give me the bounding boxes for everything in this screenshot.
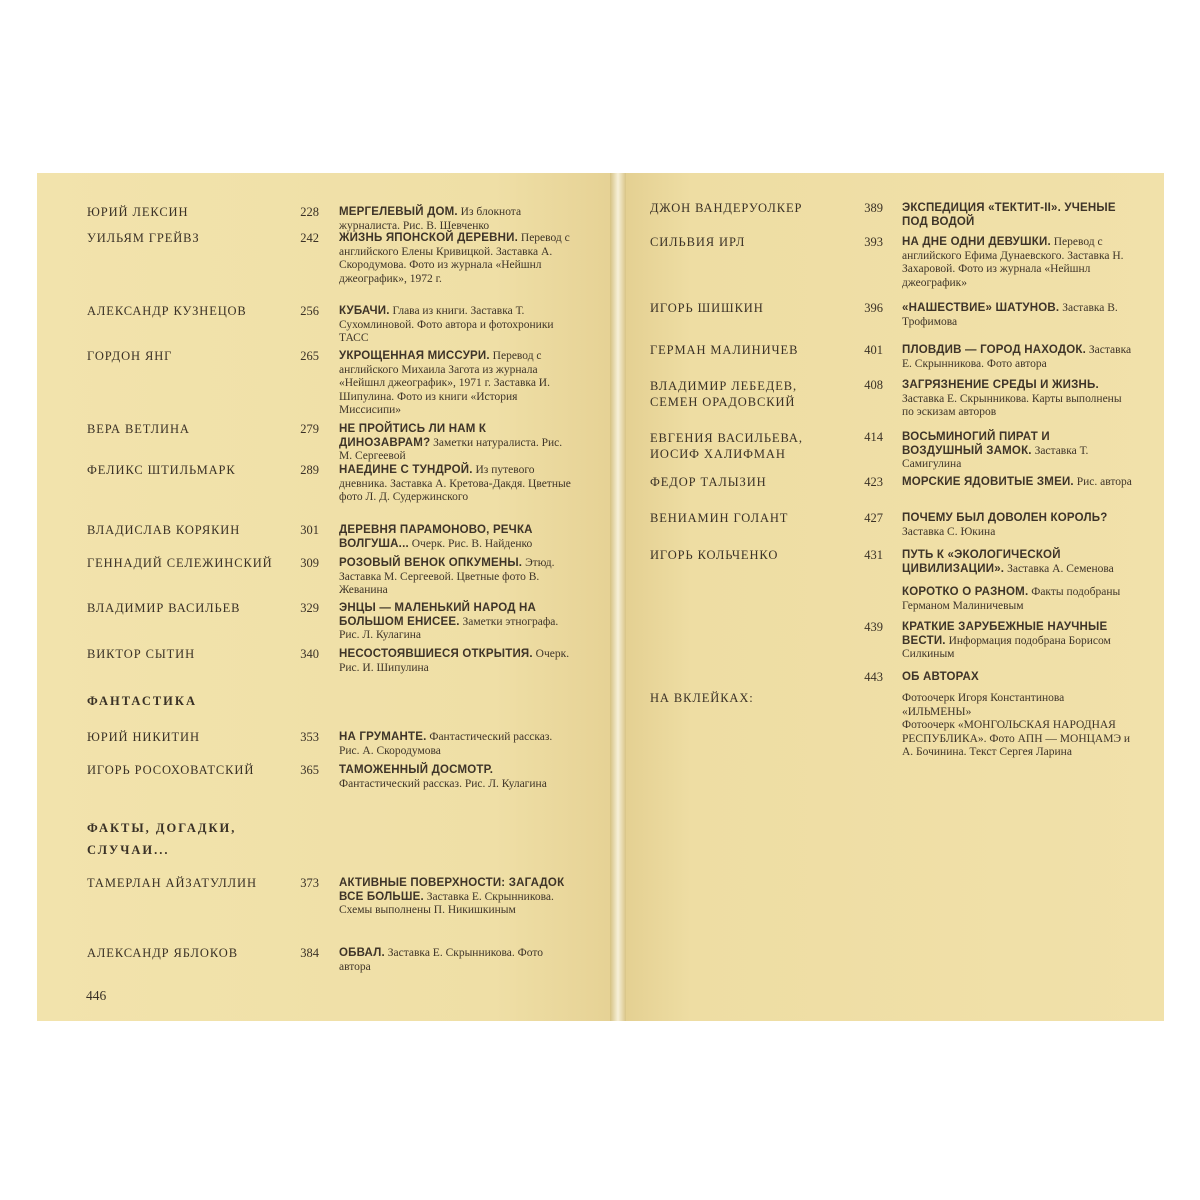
toc-note: Из блокнота журналиста. Рис. В. Шевченко [339,206,522,232]
toc-author: ВИКТОР СЫТИН [87,647,196,661]
toc-description [339,464,575,505]
toc-note: Заставка В. Трофимова [902,302,1118,328]
toc-description [902,719,1132,760]
section-heading: ФАНТАСТИКА [87,694,197,708]
toc-note: Рис. автора [1076,476,1132,488]
toc-description [339,305,575,346]
toc-title: НЕ ПРОЙТИСЬ ЛИ НАМ К ДИНОЗАВРАМ? [339,423,487,449]
toc-note: Заметки этнографа. Рис. Л. Кулагина [339,615,559,642]
toc-description [339,524,575,551]
toc-author: ГЕННАДИЙ СЕЛЕЖИНСКИЙ [87,556,273,570]
toc-note: Фантастический рассказ. Рис. А. Скородумова [339,731,553,757]
toc-note: Фантастический рассказ. Рис. Л. Кулагина [339,777,547,790]
toc-description [902,302,1132,329]
toc-note: Этюд. Заставка М. Сергеевой. Цветные фото В. Жеванина [339,557,555,597]
toc-author: ВЛАДИМИР ВАСИЛЬЕВ [87,601,241,615]
toc-description [902,671,1132,685]
left-page [37,173,610,1021]
toc-author: ВЛАДИМИР ЛЕБЕДЕВ, СЕМЕН ОРАДОВСКИЙ [650,379,797,409]
toc-title: НА ДНЕ ОДНИ ДЕВУШКИ. [902,236,1051,248]
toc-description [902,344,1132,371]
toc-page-number: 353 [300,730,319,744]
toc-note: Перевод с английского Михаила Загота из журнала «Нейшнл джеографик», 1971 г. Заставка И. Шипулина. Фото из книги «История Миссисипи» [339,350,550,417]
toc-note: Фотоочерк «МОНГОЛЬСКАЯ НАРОДНАЯ РЕСПУБЛИКА». Фото АПН — МОНЦАМЭ и А. Бочинина. Текст Сергея Ларина [902,719,1131,759]
right-page [626,173,1164,1021]
toc-title: КОРОТКО О РАЗНОМ. [902,586,1029,598]
toc-title: МОРСКИЕ ЯДОВИТЫЕ ЗМЕИ. [902,476,1074,488]
toc-page-number: 414 [864,430,883,444]
toc-title: ЭКСПЕДИЦИЯ «ТЕКТИТ-II». УЧЕНЫЕ ПОД ВОДОЙ [902,202,1116,228]
toc-description [339,232,575,286]
toc-author: ЮРИЙ ЛЕКСИН [87,205,189,219]
toc-description [339,602,575,643]
toc-note: Заметки натуралиста. Рис. М. Сергеевой [339,436,563,463]
toc-note: Заставка С. Юкина [902,525,996,538]
toc-note: Информация подобрана Борисом Силкиным [902,634,1111,661]
toc-author: ГОРДОН ЯНГ [87,349,173,363]
toc-title: НЕСОСТОЯВШИЕСЯ ОТКРЫТИЯ. [339,648,533,660]
toc-description [902,621,1132,662]
toc-description [339,731,575,758]
toc-author: ВЛАДИСЛАВ КОРЯКИН [87,523,241,537]
toc-description [902,549,1132,576]
toc-page-number: 365 [300,763,319,777]
toc-note: Перевод с английского Елены Кривицкой. Заставка А. Скородумова. Фото из журнала «Нейшнл джеографик», 1972 г. [339,232,570,285]
toc-description [902,379,1132,420]
toc-note: Очерк. Рис. В. Найденко [411,537,533,550]
toc-author: ТАМЕРЛАН АЙЗАТУЛЛИН [87,876,257,890]
toc-note: Из путевого дневника. Заставка А. Кретова-Дакдя. Цветные фото Л. Д. Судержинского [339,464,571,504]
toc-author: ИГОРЬ ШИШКИН [650,301,764,315]
toc-note: Фотоочерк Игоря Константинова «ИЛЬМЕНЫ» [902,692,1065,718]
toc-page-number: 443 [864,670,883,684]
toc-title: ОБ АВТОРАХ [902,671,979,683]
toc-author: АЛЕКСАНДР КУЗНЕЦОВ [87,304,247,318]
toc-author: ИГОРЬ РОСОХОВАТСКИЙ [87,763,255,777]
toc-note: Заставка Е. Скрынникова. Карты выполнены по эскизам авторов [902,392,1122,419]
toc-page-number: 401 [864,343,883,357]
toc-description [339,206,575,233]
book-gutter [610,173,626,1021]
toc-title: КРАТКИЕ ЗАРУБЕЖНЫЕ НАУЧНЫЕ ВЕСТИ. [902,621,1108,647]
toc-title: АКТИВНЫЕ ПОВЕРХНОСТИ: ЗАГАДОК ВСЕ БОЛЬШЕ. [339,877,565,903]
section-heading: ФАКТЫ, ДОГАДКИ, СЛУЧАИ... [87,821,237,857]
toc-author: СИЛЬВИЯ ИРЛ [650,235,746,249]
toc-page-number: 279 [300,422,319,436]
toc-title: НА ГРУМАНТЕ. [339,731,427,743]
toc-page-number: 408 [864,378,883,392]
toc-author: ИГОРЬ КОЛЬЧЕНКО [650,548,779,562]
toc-description [339,557,575,598]
toc-page-number: 427 [864,511,883,525]
toc-title: ЭНЦЫ — МАЛЕНЬКИЙ НАРОД НА БОЛЬШОМ ЕНИСЕЕ. [339,602,537,628]
toc-page-number: 431 [864,548,883,562]
toc-author: ФЕЛИКС ШТИЛЬМАРК [87,463,236,477]
toc-title: НАЕДИНЕ С ТУНДРОЙ. [339,464,473,476]
toc-author: ВЕНИАМИН ГОЛАНТ [650,511,789,525]
toc-title: МЕРГЕЛЕВЫЙ ДОМ. [339,206,458,218]
toc-page-number: 301 [300,523,319,537]
toc-description [339,764,575,791]
toc-description [902,431,1132,472]
toc-author: ЕВГЕНИЯ ВАСИЛЬЕВА, ИОСИФ ХАЛИФМАН [650,431,803,461]
toc-page-number: 393 [864,235,883,249]
toc-note: Заставка Т. Самигулина [902,444,1089,471]
toc-description [902,586,1132,613]
toc-title: РОЗОВЫЙ ВЕНОК ОПКУМЕНЫ. [339,557,523,569]
toc-note: Заставка А. Семенова [1007,562,1114,575]
toc-description [902,236,1132,290]
toc-page-number: 384 [300,946,319,960]
toc-description [339,350,575,418]
toc-page-number: 256 [300,304,319,318]
toc-author: ДЖОН ВАНДЕРУОЛКЕР [650,201,803,215]
toc-page-number: 329 [300,601,319,615]
toc-description [339,423,575,464]
toc-page-number: 423 [864,475,883,489]
toc-page-number: 289 [300,463,319,477]
toc-description [902,512,1132,539]
toc-note: Очерк. Рис. И. Шипулина [339,648,570,674]
toc-author: ГЕРМАН МАЛИНИЧЕВ [650,343,799,357]
toc-note: Перевод с английского Ефима Дунаевского. Заставка Н. Захаровой. Фото из журнала «Нейшнл джеографик» [902,236,1124,289]
toc-page-number: 389 [864,201,883,215]
toc-page-number: 340 [300,647,319,661]
toc-description [339,947,575,974]
toc-note: Заставка Е. Скрынникова. Фото автора [902,344,1132,370]
toc-description [902,202,1132,229]
page-folio: 446 [86,988,107,1003]
toc-page-number: 373 [300,876,319,890]
toc-author: УИЛЬЯМ ГРЕЙВЗ [87,231,200,245]
toc-page-number: 439 [864,620,883,634]
toc-title: ПОЧЕМУ БЫЛ ДОВОЛЕН КОРОЛЬ? [902,512,1108,524]
toc-title: ПЛОВДИВ — ГОРОД НАХОДОК. [902,344,1087,356]
toc-title: ОБВАЛ. [339,947,385,959]
toc-title: ТАМОЖЕННЫЙ ДОСМОТР. [339,764,494,776]
toc-title: ВОСЬМИНОГИЙ ПИРАТ И ВОЗДУШНЫЙ ЗАМОК. [902,431,1050,457]
toc-author: АЛЕКСАНДР ЯБЛОКОВ [87,946,238,960]
toc-description [339,877,575,918]
toc-page-number: 228 [300,205,319,219]
toc-title: ДЕРЕВНЯ ПАРАМОНОВО, РЕЧКА ВОЛГУША... [339,524,533,550]
toc-title: ЖИЗНЬ ЯПОНСКОЙ ДЕРЕВНИ. [339,232,519,244]
toc-description [339,648,575,675]
toc-author: ВЕРА ВЕТЛИНА [87,422,190,436]
toc-page-number: 242 [300,231,319,245]
toc-note: Заставка Е. Скрынникова. Схемы выполнены П. Никишкиным [339,890,554,917]
toc-author: ЮРИЙ НИКИТИН [87,730,200,744]
toc-title: «НАШЕСТВИЕ» ШАТУНОВ. [902,302,1060,314]
toc-title: ПУТЬ К «ЭКОЛОГИЧЕСКОЙ ЦИВИЛИЗАЦИИ». [902,549,1061,575]
toc-page-number: 265 [300,349,319,363]
toc-note: Факты подобраны Германом Малиничевым [902,586,1121,612]
toc-title: ЗАГРЯЗНЕНИЕ СРЕДЫ И ЖИЗНЬ. [902,379,1099,391]
toc-description [902,692,1132,719]
toc-description [902,476,1132,490]
toc-title: КУБАЧИ. [339,305,390,317]
toc-page-number: 309 [300,556,319,570]
toc-author: ФЕДОР ТАЛЫЗИН [650,475,767,489]
toc-note: Глава из книги. Заставка Т. Сухомлиновой. Фото автора и фотохроники ТАСС [339,305,554,345]
toc-author: НА ВКЛЕЙКАХ: [650,691,754,705]
toc-note: Заставка Е. Скрынникова. Фото автора [339,947,543,973]
toc-title: УКРОЩЕННАЯ МИССУРИ. [339,350,490,362]
toc-page-number: 396 [864,301,883,315]
